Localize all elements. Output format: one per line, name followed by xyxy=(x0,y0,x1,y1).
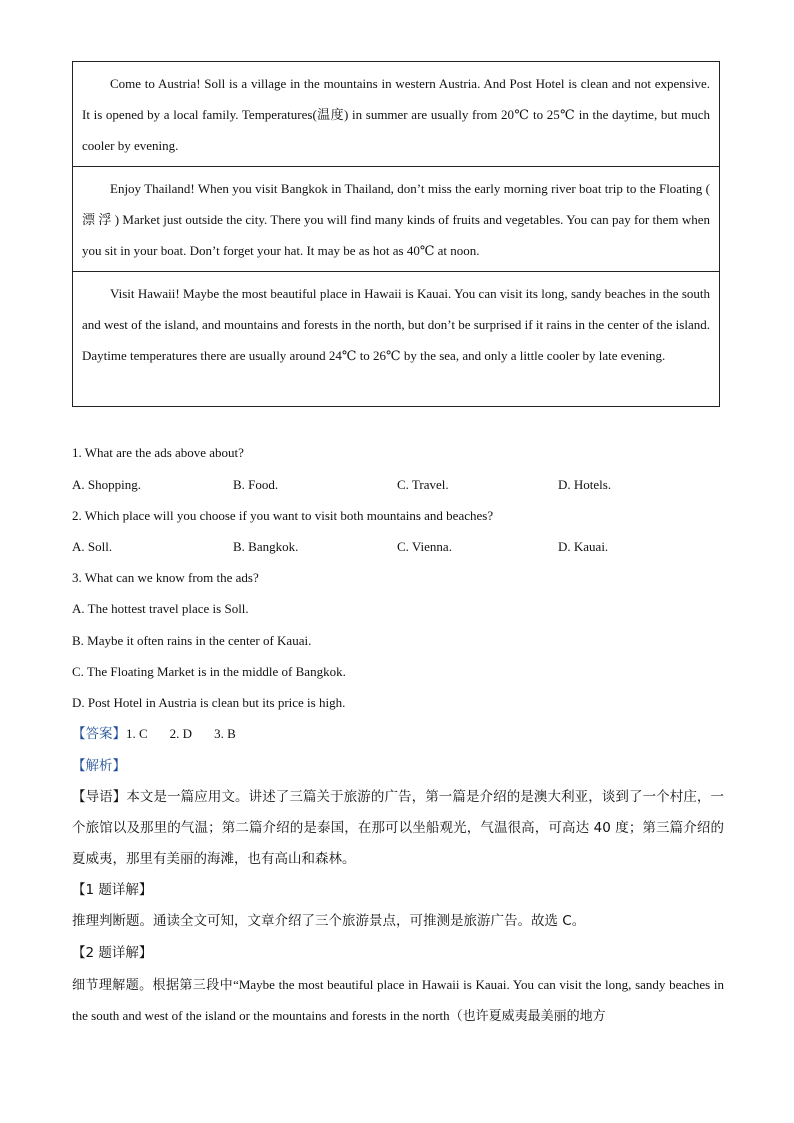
question-2-option-b: B. Bangkok. xyxy=(233,539,299,554)
analysis-heading xyxy=(72,756,126,776)
q2-detail-label: 【2 题详解】 xyxy=(72,945,153,961)
guide-label: 【导语】 xyxy=(72,789,127,805)
guide-text: 本文是一篇应用文。讲述了三篇关于旅游的广告，第一篇是介绍的是澳大利亚，谈到了一个村庄，一个旅馆以及那里的气温；第二篇介绍的是泰国，在那可以坐船观光，气温很高，可高达 40 度；第三篇介绍的夏威夷，那里有美丽的海滩，也有高山和森林。 xyxy=(72,789,725,867)
ad-thailand: Enjoy Thailand! When you visit Bangkok in Thailand, don’t miss the early morning river boat trip to the Floating ( 漂 浮 ) Market just outside the city. There you will find many kinds of fruits and vegetables. You can pay for them when you sit in your boat. Don’t forget your hat. It may be as hot as 40℃ at noon. xyxy=(73,166,719,271)
q2-detail-text: 细节理解题。根据第三段中“Maybe the most beautiful place in Hawaii is Kauai. You can visit the long, sandy beaches in the south and west of the island or the mountains and forests in the north（也许夏威夷最美丽的地方 xyxy=(72,977,724,1023)
ad-hawaii: Visit Hawaii! Maybe the most beautiful place in Hawaii is Kauai. You can visit its long, sandy beaches in the south and west of the island, and mountains and forests in the north, but don’t be surprised if it rains in the center of the island. Daytime temperatures there are usually around 24℃ to 26℃ by the sea, and only a little cooler by late evening. xyxy=(73,271,719,406)
question-2-option-d: D. Kauai. xyxy=(558,539,609,554)
answer-label: 【答案】 xyxy=(72,726,126,742)
question-2-stem: 2. Which place will you choose if you want to visit both mountains and beaches? xyxy=(72,508,494,523)
q1-detail-label: 【1 题详解】 xyxy=(72,882,153,898)
question-2-option-c: C. Vienna. xyxy=(397,539,452,554)
question-3-option-a: A. The hottest travel place is Soll. xyxy=(72,601,249,616)
question-1-option-b: B. Food. xyxy=(233,477,279,492)
question-3-stem: 3. What can we know from the ads? xyxy=(72,570,259,585)
q1-detail-text: 推理判断题。通读全文可知，文章介绍了三个旅游景点，可推测是旅游广告。故选 C。 xyxy=(72,913,586,929)
ads-table xyxy=(72,61,720,407)
answer-item-3: 3. B xyxy=(214,726,236,741)
answer-line xyxy=(72,724,236,744)
question-1-option-a: A. Shopping. xyxy=(72,477,141,492)
question-1-option-c: C. Travel. xyxy=(397,477,449,492)
answer-item-2: 2. D xyxy=(169,726,193,741)
question-3-option-b: B. Maybe it often rains in the center of Kauai. xyxy=(72,633,312,648)
question-1-option-d: D. Hotels. xyxy=(558,477,612,492)
question-3-option-c: C. The Floating Market is in the middle of Bangkok. xyxy=(72,664,346,679)
question-2-option-a: A. Soll. xyxy=(72,539,113,554)
answer-item-1: 1. C xyxy=(126,726,148,741)
question-1-stem: 1. What are the ads above about? xyxy=(72,445,244,460)
guide-paragraph xyxy=(72,782,724,875)
question-3-option-d: D. Post Hotel in Austria is clean but its price is high. xyxy=(72,695,346,710)
ad-austria: Come to Austria! Soll is a village in the mountains in western Austria. And Post Hotel is clean and not expensive. It is opened by a local family. Temperatures(温度) in summer are usually from 20℃ to 25℃ in the daytime, but much cooler by evening. xyxy=(82,76,710,153)
analysis-label: 【解析】 xyxy=(72,758,126,774)
